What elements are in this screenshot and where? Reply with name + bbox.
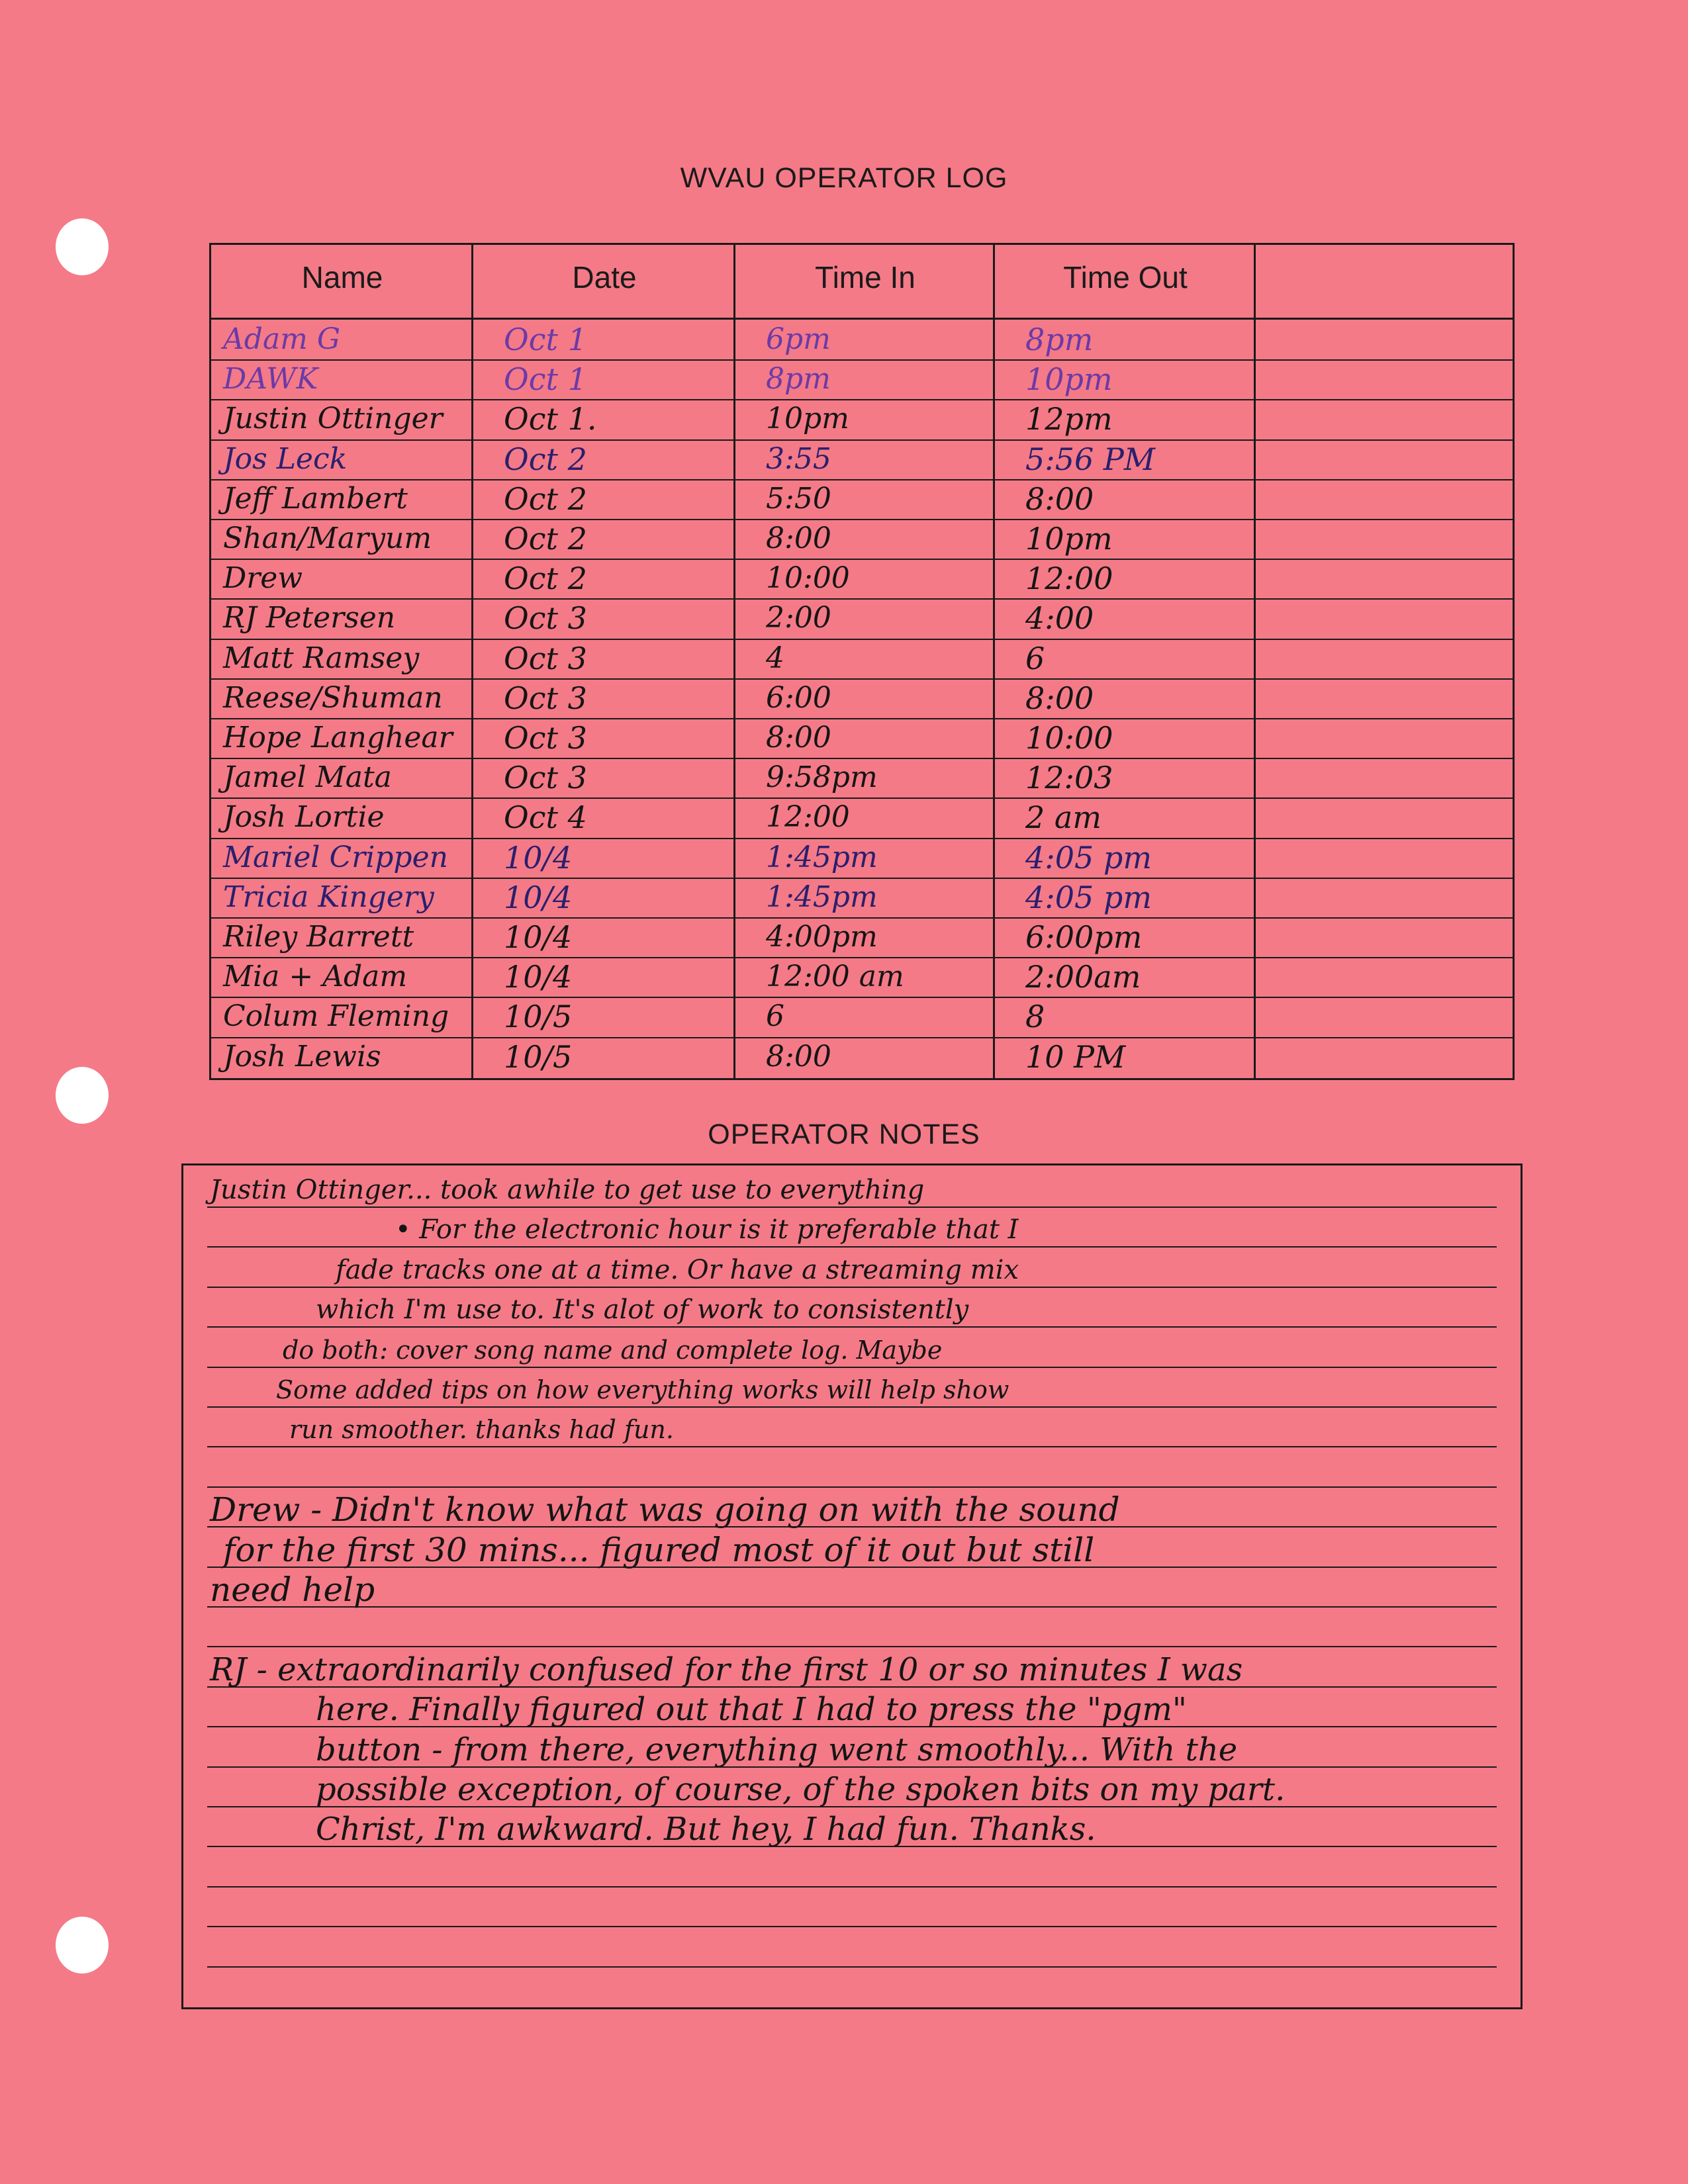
cell-time-out: 6 [1025, 640, 1045, 676]
row-divider [211, 797, 1513, 799]
note-line-text: run smoother. thanks had fun. [289, 1415, 674, 1445]
row-divider [211, 878, 1513, 879]
row-divider [211, 758, 1513, 759]
cell-date: 10/5 [504, 1038, 573, 1075]
cell-time-in: 10:00 [766, 561, 850, 596]
note-line-text: here. Finally figured out that I had to press the "pgm" [316, 1691, 1187, 1729]
notes-title: OPERATOR NOTES [708, 1118, 980, 1150]
ruled-line [207, 1966, 1497, 1968]
cell-name: Mia + Adam [223, 960, 408, 994]
cell-date: Oct 3 [504, 720, 587, 756]
cell-time-in: 8pm [766, 362, 831, 396]
ruled-line [207, 1926, 1497, 1927]
cell-name: Josh Lortie [223, 800, 385, 835]
cell-date: Oct 1 [504, 322, 587, 357]
cell-date: 10/4 [504, 959, 573, 995]
cell-name: RJ Petersen [223, 601, 396, 635]
note-line-text: Drew - Didn't know what was going on with the sound [210, 1490, 1120, 1529]
table-header-row [211, 245, 1513, 320]
cell-date: Oct 2 [504, 441, 587, 477]
note-line-text: Justin Ottinger... took awhile to get use to everything [210, 1175, 925, 1205]
cell-date: Oct 2 [504, 521, 587, 557]
operator-notes-box [181, 1163, 1523, 2009]
cell-time-in: 1:45pm [766, 880, 878, 914]
cell-time-out: 10pm [1025, 361, 1113, 398]
row-divider [211, 399, 1513, 400]
cell-time-out: 4:05 pm [1025, 879, 1152, 915]
header-name: Name [301, 260, 383, 295]
cell-time-out: 4:00 [1025, 600, 1094, 637]
row-divider [211, 439, 1513, 441]
log-title: WVAU OPERATOR LOG [680, 162, 1008, 194]
row-divider [211, 359, 1513, 361]
cell-time-out: 2 am [1025, 799, 1102, 836]
cell-time-out: 6:00pm [1025, 919, 1143, 955]
cell-name: Josh Lewis [223, 1039, 381, 1073]
ruled-line [207, 1486, 1497, 1488]
cell-time-in: 10pm [766, 402, 849, 436]
cell-time-out: 8pm [1025, 322, 1094, 357]
cell-time-in: 3:55 [766, 441, 831, 476]
cell-date: 10/4 [504, 919, 573, 955]
cell-time-in: 5:50 [766, 481, 831, 516]
row-divider [211, 639, 1513, 640]
cell-name: Mariel Crippen [223, 840, 448, 874]
cell-date: Oct 4 [504, 799, 587, 836]
cell-name: Justin Ottinger [223, 402, 443, 436]
cell-name: Tricia Kingery [223, 880, 434, 914]
ruled-line [207, 1886, 1497, 1888]
note-line-text: Some added tips on how everything works will help show [276, 1375, 1009, 1404]
row-divider [211, 997, 1513, 998]
row-divider [211, 838, 1513, 839]
column-divider [471, 245, 473, 1078]
ruled-line [207, 1646, 1497, 1647]
cell-name: Shan/Maryum [223, 522, 432, 555]
cell-name: Jos Leck [223, 441, 348, 476]
cell-time-in: 8:00 [766, 1039, 831, 1073]
cell-date: 10/4 [504, 879, 573, 915]
row-divider [211, 957, 1513, 958]
note-line-text: button - from there, everything went smoothly... With the [316, 1731, 1238, 1768]
header-date: Date [572, 260, 637, 295]
row-divider [211, 559, 1513, 560]
cell-time-out: 12:00 [1025, 561, 1113, 597]
cell-time-out: 12:03 [1025, 760, 1113, 796]
cell-time-in: 12:00 [766, 800, 850, 835]
cell-name: Jeff Lambert [223, 481, 408, 516]
cell-date: Oct 3 [504, 680, 587, 716]
cell-time-out: 5:56 PM [1025, 441, 1155, 477]
note-line-text: RJ - extraordinarily confused for the first 10 or so minutes I was [210, 1651, 1243, 1688]
cell-date: Oct 2 [504, 480, 587, 517]
note-line-text: for the first 30 mins... figured most of it out but still [223, 1530, 1095, 1569]
punch-hole-middle [56, 1067, 109, 1124]
cell-time-out: 8:00 [1025, 680, 1094, 716]
punch-hole-bottom [56, 1917, 109, 1974]
header-time-in: Time In [815, 260, 915, 295]
cell-time-out: 10pm [1025, 521, 1113, 557]
cell-name: Matt Ramsey [223, 641, 420, 675]
column-divider [733, 245, 735, 1078]
column-divider [1254, 245, 1256, 1078]
cell-time-in: 8:00 [766, 522, 831, 555]
cell-time-out: 4:05 pm [1025, 839, 1152, 876]
cell-time-out: 8 [1025, 999, 1045, 1035]
cell-time-in: 4:00pm [766, 920, 878, 954]
cell-name: Drew [223, 561, 303, 596]
row-divider [211, 718, 1513, 719]
cell-time-out: 8:00 [1025, 480, 1094, 517]
note-line-text: need help [210, 1570, 375, 1609]
row-divider [211, 1037, 1513, 1038]
cell-name: Colum Fleming [223, 999, 449, 1034]
cell-date: Oct 3 [504, 600, 587, 637]
cell-time-out: 2:00am [1025, 959, 1141, 995]
cell-time-out: 10:00 [1025, 720, 1113, 756]
row-divider [211, 678, 1513, 680]
cell-date: Oct 1 [504, 361, 587, 398]
punch-hole-top [56, 218, 109, 275]
note-line-text: do both: cover song name and complete log. Maybe [283, 1335, 943, 1365]
cell-time-out: 12pm [1025, 401, 1113, 437]
cell-name: Riley Barrett [223, 920, 414, 954]
ruled-line [207, 1606, 1497, 1608]
cell-date: Oct 1. [504, 401, 597, 437]
cell-time-in: 8:00 [766, 721, 831, 754]
column-divider [993, 245, 995, 1078]
cell-date: 10/4 [504, 839, 573, 876]
cell-date: Oct 3 [504, 760, 587, 796]
cell-time-in: 2:00 [766, 601, 831, 635]
cell-name: Hope Langhear [223, 721, 453, 754]
row-divider [211, 598, 1513, 600]
cell-name: Reese/Shuman [223, 680, 443, 715]
cell-time-in: 6pm [766, 322, 831, 356]
cell-date: 10/5 [504, 999, 573, 1035]
note-line-text: possible exception, of course, of the spoken bits on my part. [316, 1771, 1286, 1808]
cell-time-in: 4 [766, 641, 784, 675]
row-divider [211, 479, 1513, 480]
cell-time-in: 12:00 am [766, 960, 904, 994]
cell-time-in: 1:45pm [766, 840, 878, 874]
header-time-out: Time Out [1063, 260, 1188, 295]
cell-time-out: 10 PM [1025, 1038, 1126, 1075]
operator-log-table [209, 243, 1515, 1080]
row-divider [211, 917, 1513, 919]
cell-time-in: 9:58pm [766, 760, 878, 795]
row-divider [211, 519, 1513, 520]
cell-name: Jamel Mata [223, 760, 392, 795]
cell-time-in: 6 [766, 999, 784, 1034]
cell-time-in: 6:00 [766, 680, 831, 715]
cell-date: Oct 3 [504, 640, 587, 676]
cell-name: DAWK [223, 362, 318, 396]
note-line-text: • For the electronic hour is it preferable that I [395, 1214, 1019, 1246]
note-line-text: Christ, I'm awkward. But hey, I had fun. Thanks. [316, 1811, 1096, 1848]
cell-name: Adam G [223, 322, 341, 356]
note-line-text: which I'm use to. It's alot of work to consistently [316, 1295, 969, 1326]
cell-date: Oct 2 [504, 561, 587, 597]
note-line-text: fade tracks one at a time. Or have a streaming mix [336, 1254, 1019, 1285]
